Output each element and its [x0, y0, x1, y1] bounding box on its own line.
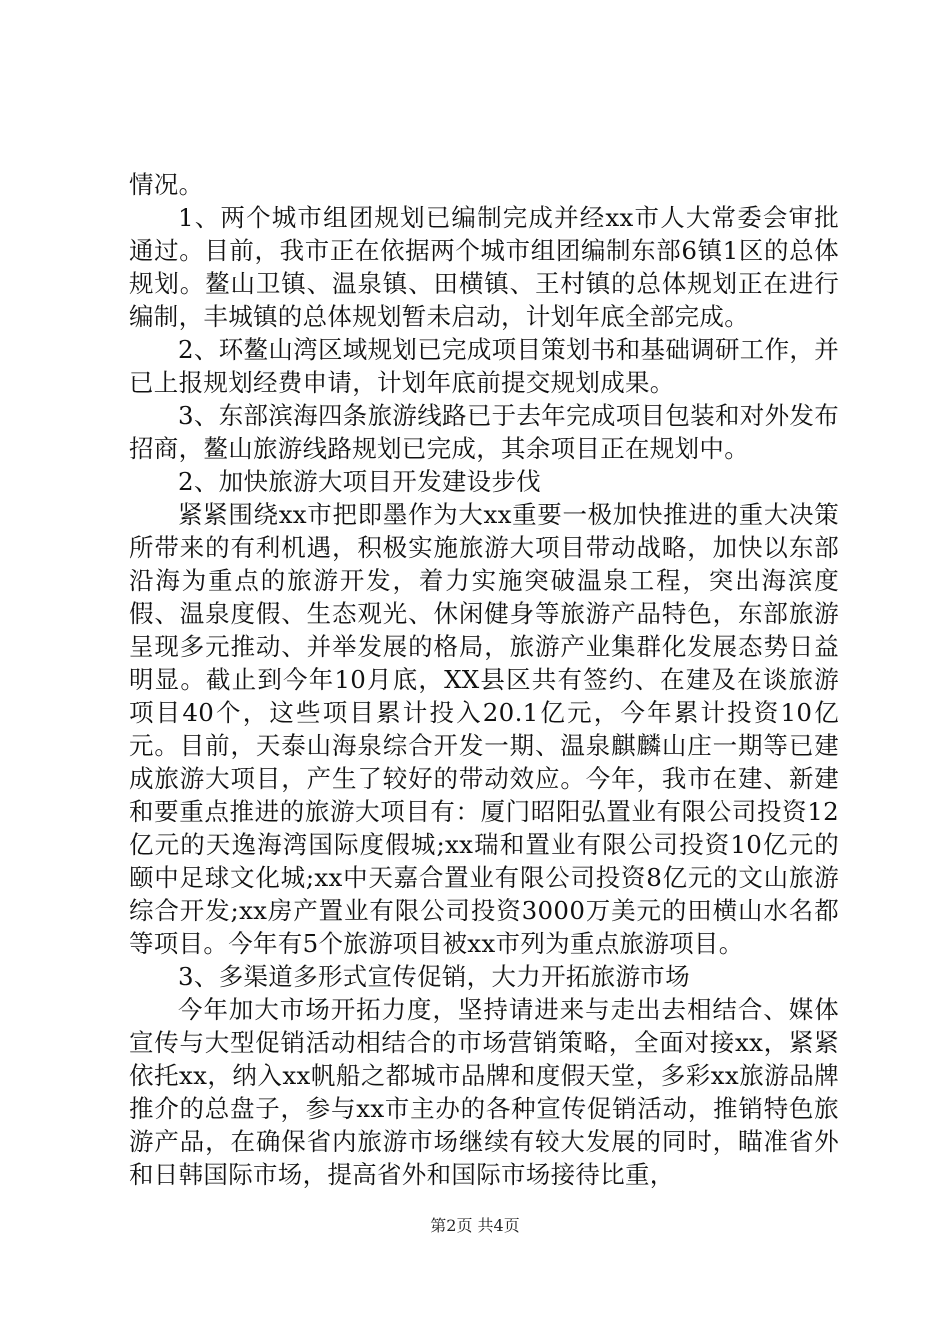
- paragraph-item-2: 2、环鳌山湾区域规划已完成项目策划书和基础调研工作，并已上报规划经费申请，计划年底前提交规划成果。: [129, 335, 839, 397]
- page-footer: 第2页 共4页: [430, 1216, 520, 1235]
- paragraph-major-projects: 紧紧围绕xx市把即墨作为大xx重要一极加快推进的重大决策所带来的有利机遇，积极实施旅游大项目带动战略，加快以东部沿海为重点的旅游开发，着力实施突破温泉工程，突出海滨度假、温泉度假、生态观光、休闲健身等旅游产品特色，东部旅游呈现多元推动、并举发展的格局，旅游产业集群化发展态势日益明显。截止到今年10月底，XX县区共有签约、在建及在谈旅游项目40个，这些项目累计投入20.1亿元，今年累计投资10亿元。目前，天泰山海泉综合开发一期、温泉麒麟山庄一期等已建成旅游大项目，产生了较好的带动效应。今年，我市在建、新建和要重点推进的旅游大项目有：厦门昭阳弘置业有限公司投资12亿元的天逸海湾国际度假城;xx瑞和置业有限公司投资10亿元的颐中足球文化城;xx中天嘉合置业有限公司投资8亿元的文山旅游综合开发;xx房产置业有限公司投资3000万美元的田横山水名都等项目。今年有5个旅游项目被xx市列为重点旅游项目。: [129, 500, 839, 958]
- paragraph-item-1: 1、两个城市组团规划已编制完成并经xx市人大常委会审批通过。目前，我市正在依据两个城市组团编制东部6镇1区的总体规划。鳌山卫镇、温泉镇、田横镇、王村镇的总体规划正在进行编制，丰城镇的总体规划暂未启动，计划年底全部完成。: [129, 203, 839, 331]
- paragraph-marketing: 今年加大市场开拓力度，坚持请进来与走出去相结合、媒体宣传与大型促销活动相结合的市场营销策略，全面对接xx，紧紧依托xx，纳入xx帆船之都城市品牌和度假天堂，多彩xx旅游品牌推介的总盘子，参与xx市主办的各种宣传促销活动，推销特色旅游产品，在确保省内旅游市场继续有较大发展的同时，瞄准省外和日韩国际市场，提高省外和国际市场接待比重，: [129, 995, 839, 1189]
- paragraph-item-3: 3、东部滨海四条旅游线路已于去年完成项目包装和对外发布招商，鳌山旅游线路规划已完成，其余项目正在规划中。: [129, 401, 839, 463]
- document-body: [129, 168, 839, 1191]
- section-heading-2: 2、加快旅游大项目开发建设步伐: [178, 467, 542, 496]
- paragraph-continuation: 情况。: [129, 170, 204, 199]
- section-heading-3: 3、多渠道多形式宣传促销，大力开拓旅游市场: [178, 962, 690, 991]
